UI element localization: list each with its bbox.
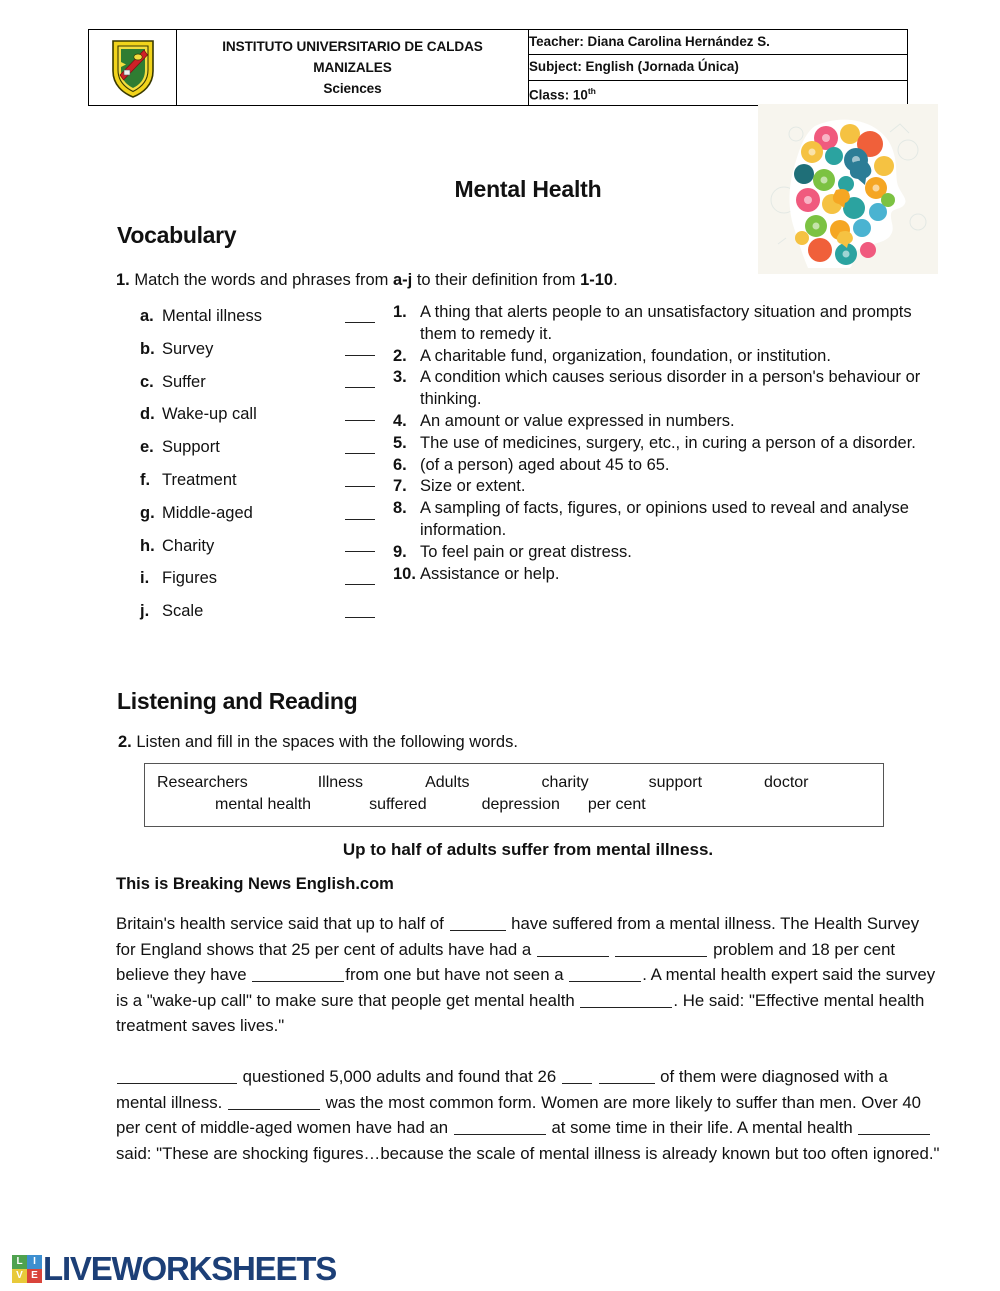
logo-tile-e: E [27, 1269, 42, 1283]
vocabulary-word-row [140, 306, 340, 339]
instruction-1-range-letters: a-j [392, 271, 413, 289]
cloze-text-run: . He said: "Effective mental health treatment saves lives." [116, 990, 925, 1035]
teacher-cell [529, 30, 908, 55]
logo-tile-l: L [12, 1255, 27, 1269]
exercise-1-number: 1. [116, 271, 130, 289]
definition-text: The use of medicines, surgery, etc., in curing a person of a disorder. [420, 433, 916, 452]
vocabulary-word-text: Charity [162, 536, 215, 555]
cloze-paragraph-2 [116, 1064, 940, 1166]
cloze-paragraph-1 [116, 911, 940, 1039]
definition-number: 2. [393, 346, 407, 365]
matching-answer-blank[interactable] [345, 420, 375, 421]
definition-text: Assistance or help. [420, 564, 560, 583]
matching-answer-blank[interactable] [345, 486, 375, 487]
cloze-text-run: . A mental health expert said the survey is a "wake-up call" to make sure that people get mental health [116, 965, 936, 1010]
definition-number: 3. [393, 368, 407, 387]
definition-number: 5. [393, 433, 407, 452]
institution-crest-icon [109, 37, 157, 99]
instruction-1-end: . [613, 271, 618, 289]
vocabulary-word-letter: g. [140, 503, 155, 522]
institution-line-2: MANIZALES [313, 60, 392, 75]
word-bank-box [144, 763, 884, 827]
teacher-label: Teacher: Diana Carolina Hernández S. [529, 34, 770, 50]
vocabulary-word-text: Middle-aged [162, 503, 253, 522]
word-bank-item: mental health [215, 796, 312, 813]
definition-number: 10. [393, 564, 416, 583]
vocabulary-word-row [140, 568, 340, 601]
class-cell [529, 80, 908, 105]
cloze-blank[interactable] [450, 915, 506, 931]
institution-logo-cell [89, 30, 177, 106]
definition-row [393, 455, 940, 477]
section-heading-listening: Listening and Reading [117, 688, 358, 714]
word-bank-row-1 [157, 772, 871, 794]
vocabulary-word-text: Treatment [162, 470, 237, 489]
instruction-1-range-numbers: 1-10 [580, 271, 614, 289]
cloze-text-run: problem and 18 per cent believe they have [116, 939, 896, 984]
matching-answer-blank[interactable] [345, 519, 375, 520]
cloze-blank[interactable] [569, 966, 641, 982]
institution-line-1: INSTITUTO UNIVERSITARIO DE CALDAS [222, 39, 483, 54]
cloze-blank[interactable] [537, 941, 609, 957]
vocabulary-word-row [140, 404, 340, 437]
logo-tile-v: V [12, 1269, 27, 1283]
word-bank-item: support [648, 774, 703, 791]
vocabulary-word-letter: c. [140, 372, 154, 391]
cloze-text-run: questioned 5,000 adults and found that 26 [238, 1067, 561, 1086]
definition-number: 8. [393, 499, 407, 518]
word-bank-row-2 [157, 794, 871, 816]
definition-row [393, 564, 940, 586]
definition-text: A charitable fund, organization, foundation, or institution. [420, 346, 831, 365]
cloze-blank[interactable] [562, 1068, 592, 1084]
instruction-1-pre: Match the words and phrases from [134, 271, 393, 289]
word-bank-item: doctor [764, 774, 809, 791]
definition-text: A condition which causes serious disorder in a person's behaviour or thinking. [420, 368, 921, 409]
instruction-1-mid: to their definition from [412, 271, 581, 289]
document-header-table [88, 29, 908, 106]
definition-text: A sampling of facts, figures, or opinions used to reveal and analyse information. [420, 499, 909, 539]
subject-cell [529, 55, 908, 80]
cloze-blank[interactable] [228, 1094, 320, 1110]
cloze-text-run: at some time in their life. A mental health [546, 1118, 858, 1137]
definition-row [393, 346, 940, 368]
vocabulary-word-row [140, 339, 340, 372]
cloze-text-run [610, 940, 615, 959]
vocabulary-word-row [140, 503, 340, 536]
cloze-text-run: was the most common form. Women are more likely to suffer than men. Over 40 per cent of middle-aged women have had an [116, 1092, 922, 1137]
vocabulary-word-letter: a. [140, 307, 154, 325]
matching-answer-blank[interactable] [345, 453, 375, 454]
liveworksheets-tiles-icon [12, 1255, 42, 1283]
page-title: Mental Health [454, 176, 602, 202]
vocabulary-word-text: Survey [162, 339, 214, 358]
cloze-blank[interactable] [454, 1119, 546, 1135]
vocabulary-word-text: Wake-up call [162, 405, 257, 424]
matching-answer-blank[interactable] [345, 584, 375, 585]
article-source: This is Breaking News English.com [116, 875, 394, 893]
definition-text: A thing that alerts people to an unsatisfactory situation and prompts them to remedy it. [420, 303, 912, 343]
class-ordinal-suffix: th [587, 85, 596, 96]
word-bank-item: Researchers [157, 774, 248, 791]
vocabulary-word-letter: b. [140, 339, 155, 358]
definition-row [393, 498, 940, 542]
matching-answer-blank[interactable] [345, 551, 375, 552]
definition-number: 1. [393, 303, 407, 321]
cloze-blank[interactable] [580, 992, 672, 1008]
cloze-text-run: from one but have not seen a [345, 965, 569, 984]
colorful-head-illustration [758, 104, 938, 274]
definition-row [393, 476, 940, 498]
vocabulary-word-text: Suffer [162, 372, 206, 391]
cloze-text-run: Britain's health service said that up to half of [116, 914, 449, 933]
vocabulary-word-text: Mental illness [162, 307, 262, 325]
vocabulary-word-row [140, 372, 340, 405]
logo-tile-i: I [27, 1255, 42, 1269]
vocabulary-word-row [140, 536, 340, 569]
vocabulary-word-row [140, 601, 340, 634]
cloze-blank[interactable] [615, 941, 707, 957]
cloze-blank[interactable] [252, 966, 344, 982]
matching-answer-blank[interactable] [345, 322, 375, 323]
matching-answer-blank[interactable] [345, 617, 375, 618]
cloze-text-run: of them were diagnosed with a mental illness. [116, 1067, 888, 1112]
liveworksheets-wordmark: LIVEWORKSHEETS [43, 1250, 337, 1287]
section-heading-vocabulary: Vocabulary [117, 222, 237, 248]
definition-row [393, 367, 940, 411]
vocabulary-word-row [140, 470, 340, 503]
definition-number: 9. [393, 542, 407, 561]
cloze-text-run: have suffered from a mental illness. The Health Survey for England shows that 25 per cent of adults have had a [116, 914, 920, 959]
vocabulary-word-letter: j. [140, 602, 150, 621]
cloze-blank[interactable] [599, 1068, 655, 1084]
definition-number: 4. [393, 411, 407, 430]
liveworksheets-logo[interactable] [12, 1252, 336, 1285]
vocabulary-word-letter: i. [140, 569, 150, 588]
definition-text: (of a person) aged about 45 to 65. [420, 455, 670, 474]
vocabulary-word-letter: h. [140, 536, 155, 555]
vocabulary-word-text: Scale [162, 602, 204, 621]
class-label [529, 82, 907, 104]
word-bank-item: Illness [317, 774, 364, 791]
institution-line-3: Sciences [323, 81, 382, 96]
definition-text: Size or extent. [420, 477, 526, 496]
definitions-column [393, 302, 940, 585]
word-bank-item: Adults [425, 774, 470, 791]
definition-text: To feel pain or great distress. [420, 542, 632, 561]
definition-text: An amount or value expressed in numbers. [420, 411, 735, 430]
word-bank-item: per cent [587, 796, 646, 813]
vocabulary-word-row [140, 437, 340, 470]
cloze-blank[interactable] [858, 1119, 930, 1135]
word-bank-item: charity [541, 774, 589, 791]
definition-number: 7. [393, 477, 407, 496]
word-bank-item: depression [481, 796, 560, 813]
definition-row [393, 542, 940, 564]
article-headline: Up to half of adults suffer from mental illness. [342, 840, 714, 859]
class-text: Class: 10 [529, 87, 588, 103]
vocabulary-words-column [140, 306, 340, 634]
definition-number: 6. [393, 455, 407, 474]
cloze-text-run [593, 1067, 598, 1086]
vocabulary-word-letter: e. [140, 438, 154, 457]
instruction-exercise-1 [116, 269, 618, 291]
vocabulary-word-letter: f. [140, 470, 151, 489]
matching-answer-blank[interactable] [345, 387, 375, 388]
definition-row [393, 411, 940, 433]
cloze-blank[interactable] [117, 1068, 237, 1084]
head-silhouette-svg [758, 104, 938, 274]
definition-row [393, 433, 940, 455]
instruction-2-text: Listen and fill in the spaces with the following words. [136, 733, 518, 751]
vocabulary-word-text: Figures [162, 569, 218, 588]
word-bank-item: suffered [369, 796, 427, 813]
vocabulary-word-text: Support [162, 438, 220, 457]
institution-name-cell [177, 30, 529, 106]
cloze-text-run: said: "These are shocking figures…because the scale of mental illness is already known but too often ignored." [116, 1143, 940, 1163]
instruction-exercise-2 [118, 731, 518, 753]
exercise-2-number: 2. [118, 733, 132, 751]
matching-answer-blank[interactable] [345, 355, 375, 356]
vocabulary-word-letter: d. [140, 405, 155, 424]
subject-label: Subject: English (Jornada Única) [529, 59, 739, 75]
definition-row [393, 302, 940, 346]
